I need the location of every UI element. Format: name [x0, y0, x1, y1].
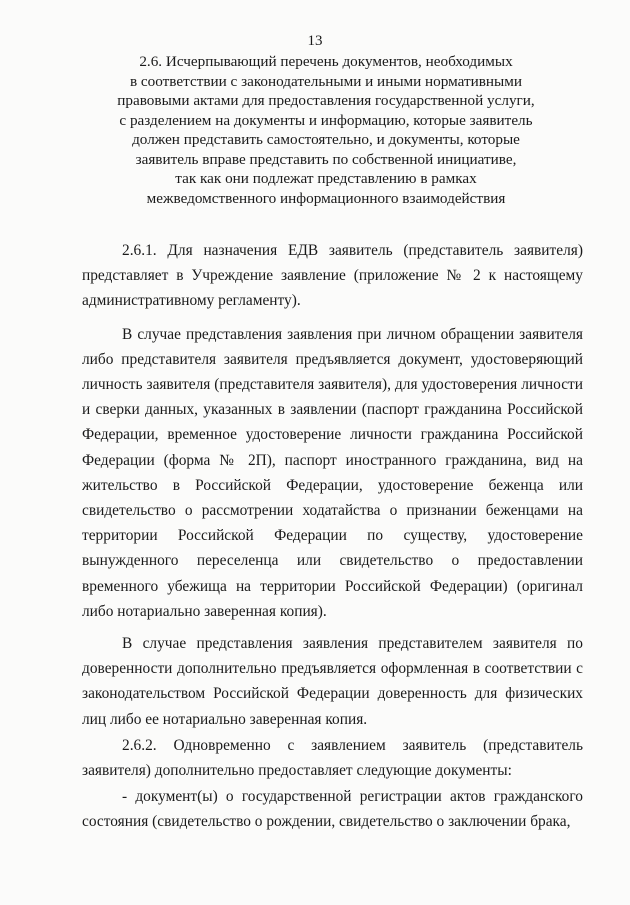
- heading-line: с разделением на документы и информацию, которые заявитель: [119, 111, 533, 129]
- paragraph-power-of-attorney: В случае представления заявления представителем заявителя по доверенности дополнительно предъявляется оформленная в соответствии с законодательством Российской Федерации доверенность для физических лиц либо ее нотариально заверенная копия.: [82, 635, 583, 728]
- section-heading: [108, 52, 544, 208]
- heading-line: так как они подлежат представлению в рамках: [175, 170, 477, 187]
- paragraph-identity-documents: В случае представления заявления при личном обращении заявителя либо представителя заявителя предъявляется документ, удостоверяющий личность заявителя (представителя заявителя), для удостоверения личности и сверки данных, указанных в заявлении (паспорт гражданина Российской Федерации, временное удостоверение личности гражданина Российской Федерации (форма № 2П), паспорт иностранного гражданина, вид на жительство в Российской Федерации, удостоверение беженца или свидетельство о рассмотрении ходатайства о признании беженцами на территории Российской Федерации по существу, удостоверение вынужденного переселенца или свидетельство о предоставлении временного убежища на территории Российской Федерации) (оригинал либо нотариально заверенная копия).: [82, 325, 583, 620]
- heading-line: 2.6. Исчерпывающий перечень документов, необходимых: [139, 53, 513, 70]
- heading-line: заявитель вправе представить по собственной инициативе,: [135, 150, 517, 168]
- list-item-civil-registration: - документ(ы) о государственной регистрации актов гражданского состояния (свидетельство о рождении, свидетельство о заключении брака,: [82, 788, 583, 831]
- heading-line: в соответствии с законодательными и иными нормативными: [129, 72, 523, 90]
- page-number: 13: [307, 33, 323, 49]
- paragraph-2-6-1: 2.6.1. Для назначения ЕДВ заявитель (представитель заявителя) представляет в Учреждение заявление (приложение № 2 к настоящему административному регламенту).: [82, 242, 583, 310]
- heading-line: межведомственного информационного взаимодействия: [146, 189, 506, 207]
- heading-line: должен представить самостоятельно, и документы, которые: [132, 131, 520, 148]
- heading-line: правовыми актами для предоставления государственной услуги,: [117, 92, 535, 109]
- paragraph-2-6-2: 2.6.2. Одновременно с заявлением заявитель (представитель заявителя) дополнительно предоставляет следующие документы:: [82, 736, 583, 780]
- body-text: [82, 238, 583, 835]
